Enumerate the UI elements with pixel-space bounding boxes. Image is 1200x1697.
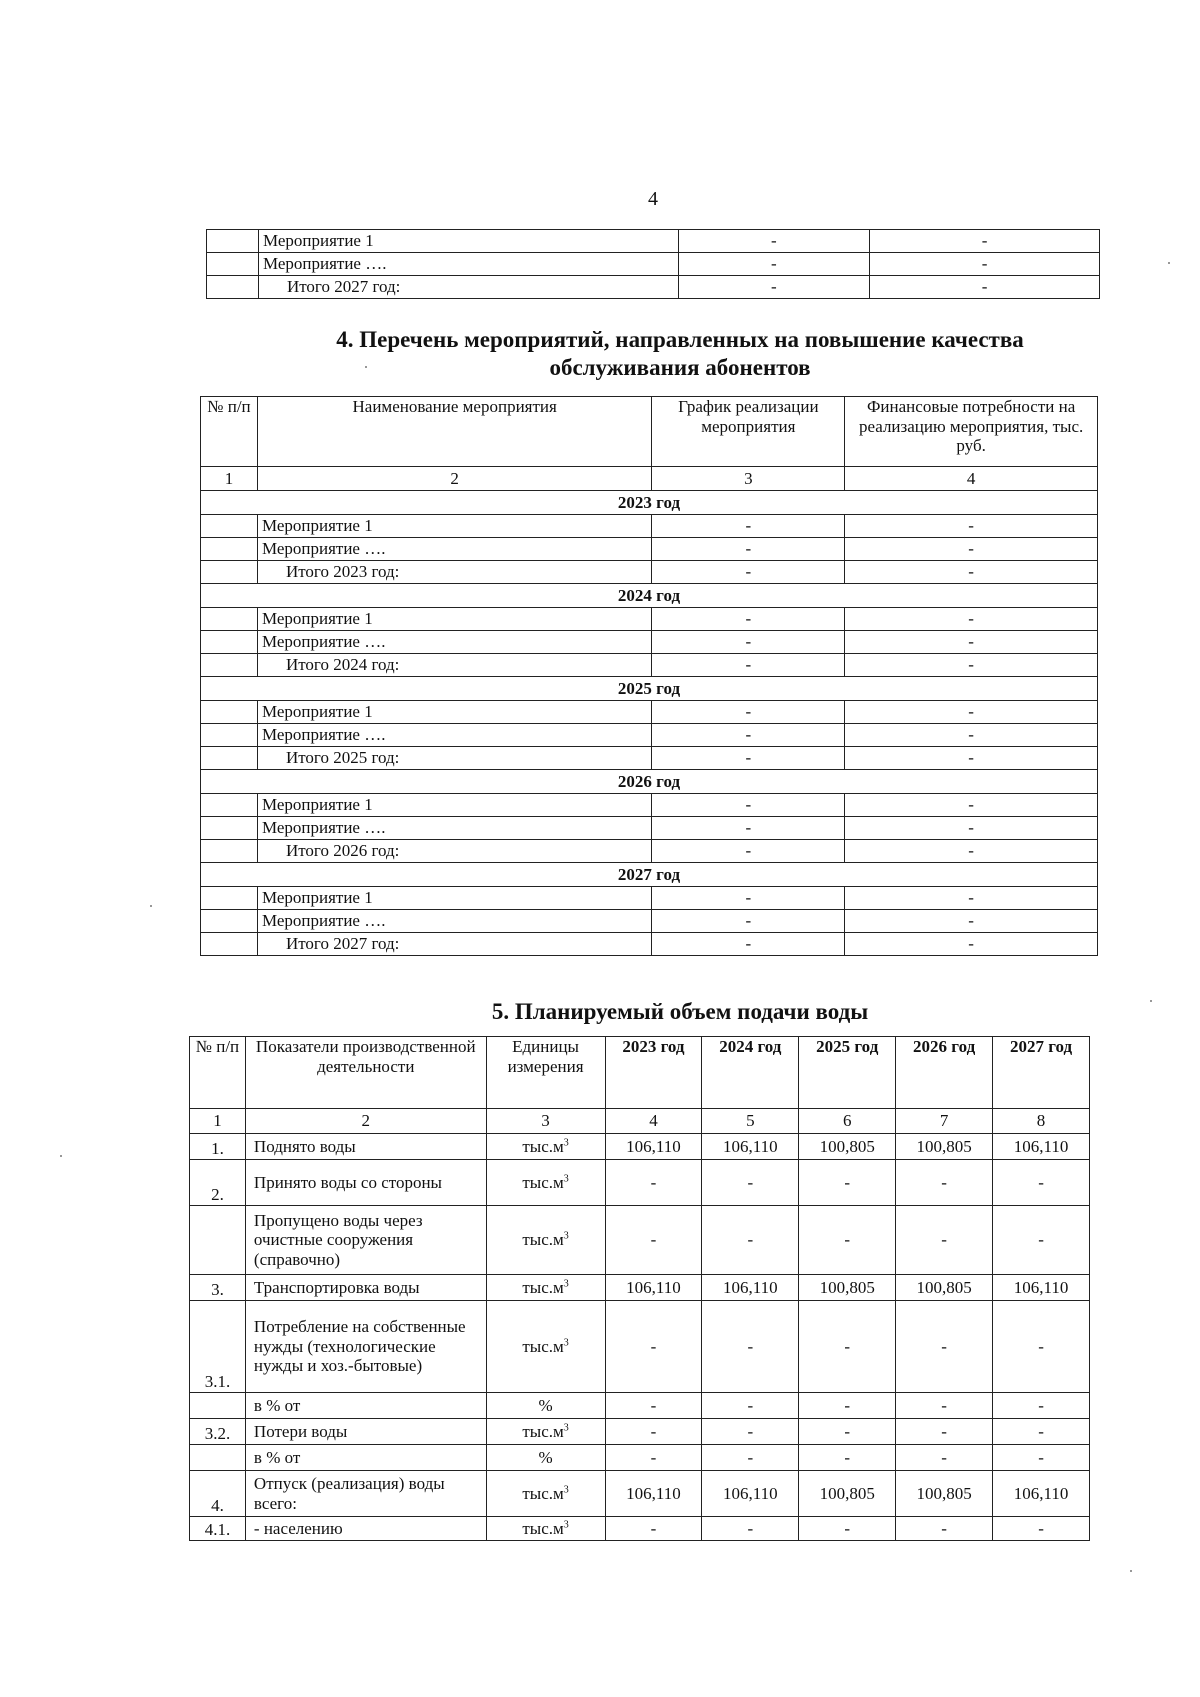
finance-cell: - [845,724,1098,747]
activity-row [201,608,1098,631]
unit-text: тыс.м [522,1518,564,1538]
activity-row [201,724,1098,747]
value-cell: - [896,1445,993,1471]
value-cell: 106,110 [702,1471,799,1517]
s4-colnum: 1 [201,467,258,491]
section4-title-line1: 4. Перечень мероприятий, направленных на повышение качества [336,327,1024,352]
year-label: 2023 год [201,491,1098,515]
unit-exponent: 3 [563,1173,569,1185]
schedule-cell: - [652,654,845,677]
unit-text: % [538,1395,553,1415]
value-cell: 106,110 [993,1275,1090,1301]
num-cell [201,910,258,933]
s5-colnum: 5 [702,1109,799,1134]
finance-cell: - [845,794,1098,817]
unit-cell [486,1419,605,1445]
activity-row [201,538,1098,561]
value-cell: - [702,1206,799,1275]
schedule-cell: - [652,910,845,933]
unit-text: тыс.м [522,1421,564,1441]
activity-name: Мероприятие …. [257,910,651,933]
year-label: 2025 год [201,677,1098,701]
num-cell [201,561,258,584]
activity-row [201,654,1098,677]
s5-header-year: 2025 год [799,1037,896,1109]
row-number: 3.2. [190,1419,246,1445]
value-cell: 100,805 [896,1134,993,1160]
s4-header-name: Наименование мероприятия [257,397,651,467]
value-cell: - [605,1393,702,1419]
value-cell: - [799,1160,896,1206]
schedule-cell: - [652,631,845,654]
schedule-cell: - [652,608,845,631]
s4-colnum: 3 [652,467,845,491]
indicator-row [190,1393,1090,1419]
finance-cell: - [845,654,1098,677]
unit-text: тыс.м [522,1336,564,1356]
unit-exponent: 3 [563,1484,569,1496]
schedule-cell: - [652,515,845,538]
section4-table [200,396,1098,956]
scan-speck [1130,1570,1132,1572]
value-cell: 106,110 [993,1471,1090,1517]
value-cell: - [799,1393,896,1419]
finance-cell: - [870,230,1100,253]
indicator-name: Транспортировка воды [245,1275,486,1301]
value-cell: - [702,1393,799,1419]
year-row [201,491,1098,515]
s5-colnum: 4 [605,1109,702,1134]
schedule-cell: - [652,840,845,863]
row-number [190,1393,246,1419]
activity-row [201,561,1098,584]
activity-name: Мероприятие 1 [257,794,651,817]
value-cell: - [993,1393,1090,1419]
section5-title: 5. Планируемый объем подачи воды [491,999,869,1024]
value-cell: - [993,1160,1090,1206]
schedule-cell: - [652,538,845,561]
finance-cell: - [845,817,1098,840]
value-cell: 100,805 [896,1275,993,1301]
value-cell: - [799,1301,896,1393]
schedule-cell: - [652,817,845,840]
indicator-row [190,1517,1090,1541]
schedule-cell: - [678,276,870,299]
unit-exponent: 3 [563,1278,569,1290]
unit-text: тыс.м [522,1230,564,1250]
unit-exponent: 3 [563,1519,569,1531]
num-cell [201,724,258,747]
activity-name: Мероприятие …. [257,538,651,561]
indicator-name: Отпуск (реализация) воды всего: [245,1471,486,1517]
num-cell [201,887,258,910]
value-cell: - [993,1517,1090,1541]
value-cell: - [702,1445,799,1471]
num-cell [201,840,258,863]
num-cell [201,701,258,724]
unit-exponent: 3 [563,1337,569,1349]
finance-cell: - [845,933,1098,956]
s4-colnum: 2 [257,467,651,491]
value-cell: 106,110 [605,1471,702,1517]
finance-cell: - [870,253,1100,276]
scan-speck [1150,1000,1152,1002]
activity-row [201,840,1098,863]
value-cell: - [799,1445,896,1471]
indicator-row [190,1301,1090,1393]
value-cell: - [702,1419,799,1445]
value-cell: 100,805 [896,1471,993,1517]
value-cell: 106,110 [605,1134,702,1160]
schedule-cell: - [652,794,845,817]
value-cell: - [799,1419,896,1445]
unit-text: тыс.м [522,1483,564,1503]
value-cell: 106,110 [605,1275,702,1301]
finance-cell: - [845,887,1098,910]
activity-row [201,794,1098,817]
schedule-cell: - [652,887,845,910]
unit-exponent: 3 [563,1137,569,1149]
value-cell: - [605,1160,702,1206]
unit-cell [486,1301,605,1393]
unit-cell [486,1206,605,1275]
section5-table [189,1036,1090,1541]
value-cell: 100,805 [799,1134,896,1160]
activity-row [201,747,1098,770]
value-cell: 106,110 [702,1134,799,1160]
value-cell: - [896,1393,993,1419]
activity-name: Мероприятие …. [257,631,651,654]
schedule-cell: - [678,230,870,253]
value-cell: - [605,1301,702,1393]
value-cell: - [896,1419,993,1445]
section4-title [200,326,1160,381]
value-cell: - [896,1517,993,1541]
value-cell: - [702,1517,799,1541]
row-number: 2. [190,1160,246,1206]
indicator-row [190,1160,1090,1206]
value-cell: - [605,1445,702,1471]
schedule-cell: - [652,724,845,747]
num-cell [201,817,258,840]
schedule-cell: - [652,747,845,770]
scan-speck [60,1155,62,1157]
s5-colnum: 2 [245,1109,486,1134]
row-number: 3. [190,1275,246,1301]
indicator-row [190,1471,1090,1517]
indicator-row [190,1206,1090,1275]
row-number: 3.1. [190,1301,246,1393]
unit-cell [486,1471,605,1517]
value-cell: - [896,1206,993,1275]
s5-colnum: 1 [190,1109,246,1134]
s5-colnum: 3 [486,1109,605,1134]
year-row [201,770,1098,794]
schedule-cell: - [652,561,845,584]
scan-speck [1168,262,1170,264]
value-cell: - [702,1301,799,1393]
year-label: 2026 год [201,770,1098,794]
value-cell: - [993,1419,1090,1445]
value-cell: - [605,1517,702,1541]
s5-header-unit: Единицы измерения [486,1037,605,1109]
activity-row [201,910,1098,933]
row-number [190,1206,246,1275]
unit-cell [486,1160,605,1206]
value-cell: - [799,1206,896,1275]
year-label: 2027 год [201,863,1098,887]
activity-name: Мероприятие 1 [257,608,651,631]
value-cell: 106,110 [993,1134,1090,1160]
unit-text: тыс.м [522,1277,564,1297]
value-cell: - [896,1160,993,1206]
schedule-cell: - [678,253,870,276]
indicator-name: Принято воды со стороны [245,1160,486,1206]
finance-cell: - [845,701,1098,724]
num-cell [207,230,259,253]
row-number: 4.1. [190,1517,246,1541]
activity-name: Итого 2025 год: [257,747,651,770]
activity-name: Мероприятие …. [257,817,651,840]
top-table-row [207,276,1100,299]
top-table-row [207,253,1100,276]
unit-cell [486,1275,605,1301]
s5-header-year: 2027 год [993,1037,1090,1109]
s5-header-indicator: Показатели производственной деятельности [245,1037,486,1109]
activity-name: Итого 2026 год: [257,840,651,863]
s5-header-num: № п/п [190,1037,246,1109]
num-cell [201,515,258,538]
s5-colnum: 8 [993,1109,1090,1134]
activity-row [201,887,1098,910]
indicator-name: Поднято воды [245,1134,486,1160]
value-cell: 100,805 [799,1471,896,1517]
unit-cell [486,1517,605,1541]
value-cell: - [605,1419,702,1445]
finance-cell: - [870,276,1100,299]
activity-name: Мероприятие …. [257,724,651,747]
num-cell [201,608,258,631]
finance-cell: - [845,631,1098,654]
top-table-row [207,230,1100,253]
activity-row [201,631,1098,654]
activity-row [201,701,1098,724]
unit-text: тыс.м [522,1172,564,1192]
value-cell: 106,110 [702,1275,799,1301]
num-cell [201,654,258,677]
value-cell: - [896,1301,993,1393]
indicator-name: Потери воды [245,1419,486,1445]
indicator-row [190,1419,1090,1445]
indicator-name: Потребление на собственные нужды (технологические нужды и хоз.-бытовые) [245,1301,486,1393]
activity-name: Итого 2027 год: [257,933,651,956]
num-cell [207,276,259,299]
indicator-name: - населению [245,1517,486,1541]
indicator-name: Пропущено воды через очистные сооружения (справочно) [245,1206,486,1275]
s4-header-num: № п/п [201,397,258,467]
indicator-row [190,1445,1090,1471]
activity-name: Мероприятие …. [258,253,678,276]
num-cell [201,747,258,770]
value-cell: - [993,1206,1090,1275]
activity-name: Итого 2023 год: [257,561,651,584]
finance-cell: - [845,910,1098,933]
activity-row [201,817,1098,840]
finance-cell: - [845,608,1098,631]
activity-row [201,933,1098,956]
indicator-row [190,1275,1090,1301]
value-cell: 100,805 [799,1275,896,1301]
s5-header-year: 2024 год [702,1037,799,1109]
row-number: 1. [190,1134,246,1160]
row-number [190,1445,246,1471]
num-cell [201,538,258,561]
year-row [201,863,1098,887]
indicator-row [190,1134,1090,1160]
num-cell [201,631,258,654]
finance-cell: - [845,561,1098,584]
year-row [201,677,1098,701]
indicator-name: в % от [245,1445,486,1471]
page-number: 4 [648,188,658,210]
value-cell: - [605,1206,702,1275]
unit-text: % [538,1447,553,1467]
scan-speck [150,905,152,907]
activity-name: Мероприятие 1 [257,887,651,910]
schedule-cell: - [652,933,845,956]
value-cell: - [799,1517,896,1541]
activity-name: Мероприятие 1 [258,230,678,253]
finance-cell: - [845,515,1098,538]
year-label: 2024 год [201,584,1098,608]
s4-colnum: 4 [845,467,1098,491]
unit-cell [486,1445,605,1471]
activity-name: Итого 2027 год: [258,276,678,299]
s4-header-finance: Финансовые потребности на реализацию мероприятия, тыс. руб. [845,397,1098,467]
top-continuation-table [206,229,1100,299]
unit-text: тыс.м [522,1136,564,1156]
row-number: 4. [190,1471,246,1517]
value-cell: - [993,1445,1090,1471]
year-row [201,584,1098,608]
num-cell [207,253,259,276]
activity-name: Итого 2024 год: [257,654,651,677]
finance-cell: - [845,538,1098,561]
unit-cell [486,1393,605,1419]
num-cell [201,933,258,956]
section4-title-line2: обслуживания абонентов [549,354,811,380]
s5-header-year: 2026 год [896,1037,993,1109]
unit-cell [486,1134,605,1160]
finance-cell: - [845,747,1098,770]
s4-header-schedule: График реализации мероприятия [652,397,845,467]
activity-row [201,515,1098,538]
s5-colnum: 6 [799,1109,896,1134]
s5-header-year: 2023 год [605,1037,702,1109]
s5-colnum: 7 [896,1109,993,1134]
unit-exponent: 3 [563,1230,569,1242]
activity-name: Мероприятие 1 [257,701,651,724]
schedule-cell: - [652,701,845,724]
num-cell [201,794,258,817]
value-cell: - [993,1301,1090,1393]
unit-exponent: 3 [563,1422,569,1434]
indicator-name: в % от [245,1393,486,1419]
value-cell: - [702,1160,799,1206]
scan-speck [365,366,367,368]
finance-cell: - [845,840,1098,863]
activity-name: Мероприятие 1 [257,515,651,538]
